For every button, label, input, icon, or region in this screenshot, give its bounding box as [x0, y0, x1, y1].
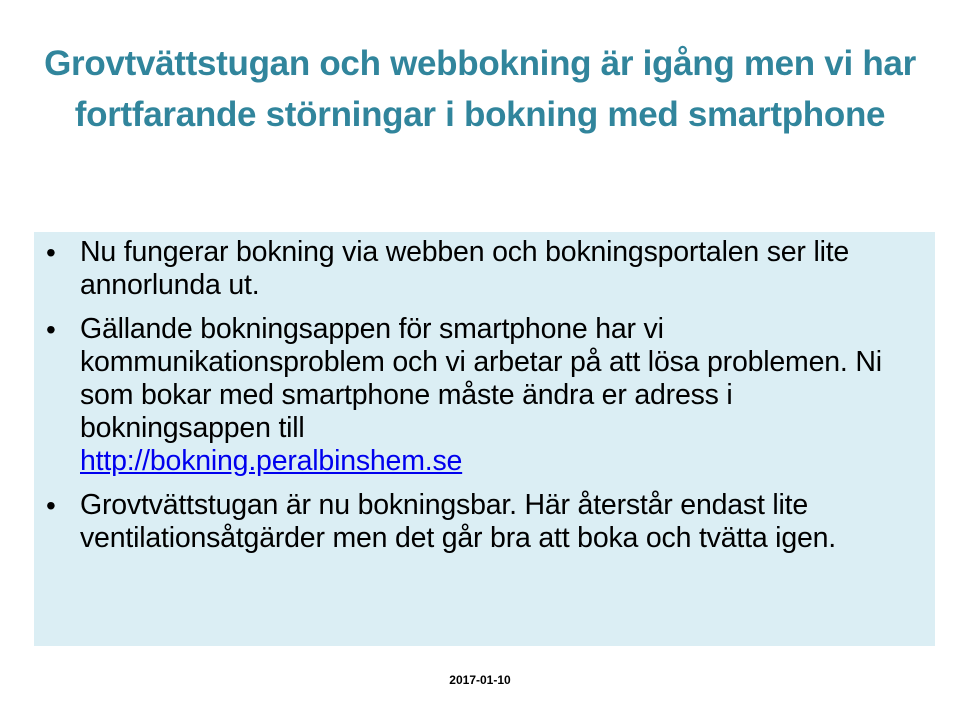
bullet-list	[44, 236, 917, 555]
bullet-item	[44, 489, 917, 555]
bullet-icon: •	[46, 490, 56, 521]
bullet-text: Grovtvättstugan är nu bokningsbar. Här återstår endast lite ventilationsåtgärder men det går bra att boka och tvätta igen.	[80, 489, 836, 554]
slide-title: Grovtvättstugan och webbokning är igång men vi har fortfarande störningar i bokning med smartphone	[44, 44, 916, 134]
content-box	[34, 232, 935, 646]
bullet-text: Nu fungerar bokning via webben och bokningsportalen ser lite annorlunda ut.	[80, 236, 850, 301]
bullet-item	[44, 236, 917, 302]
footer-date: 2017-01-10	[449, 673, 511, 687]
bullet-icon: •	[46, 237, 56, 268]
bullet-item	[44, 313, 917, 478]
booking-link[interactable]: http://bokning.peralbinshem.se	[80, 445, 463, 477]
bullet-text: Gällande bokningsappen för smartphone har vi kommunikationsproblem och vi arbetar på att lösa problemen. Ni som bokar med smartphone måste ändra er adress i bokningsappen till	[80, 313, 882, 444]
bullet-icon: •	[46, 314, 56, 345]
